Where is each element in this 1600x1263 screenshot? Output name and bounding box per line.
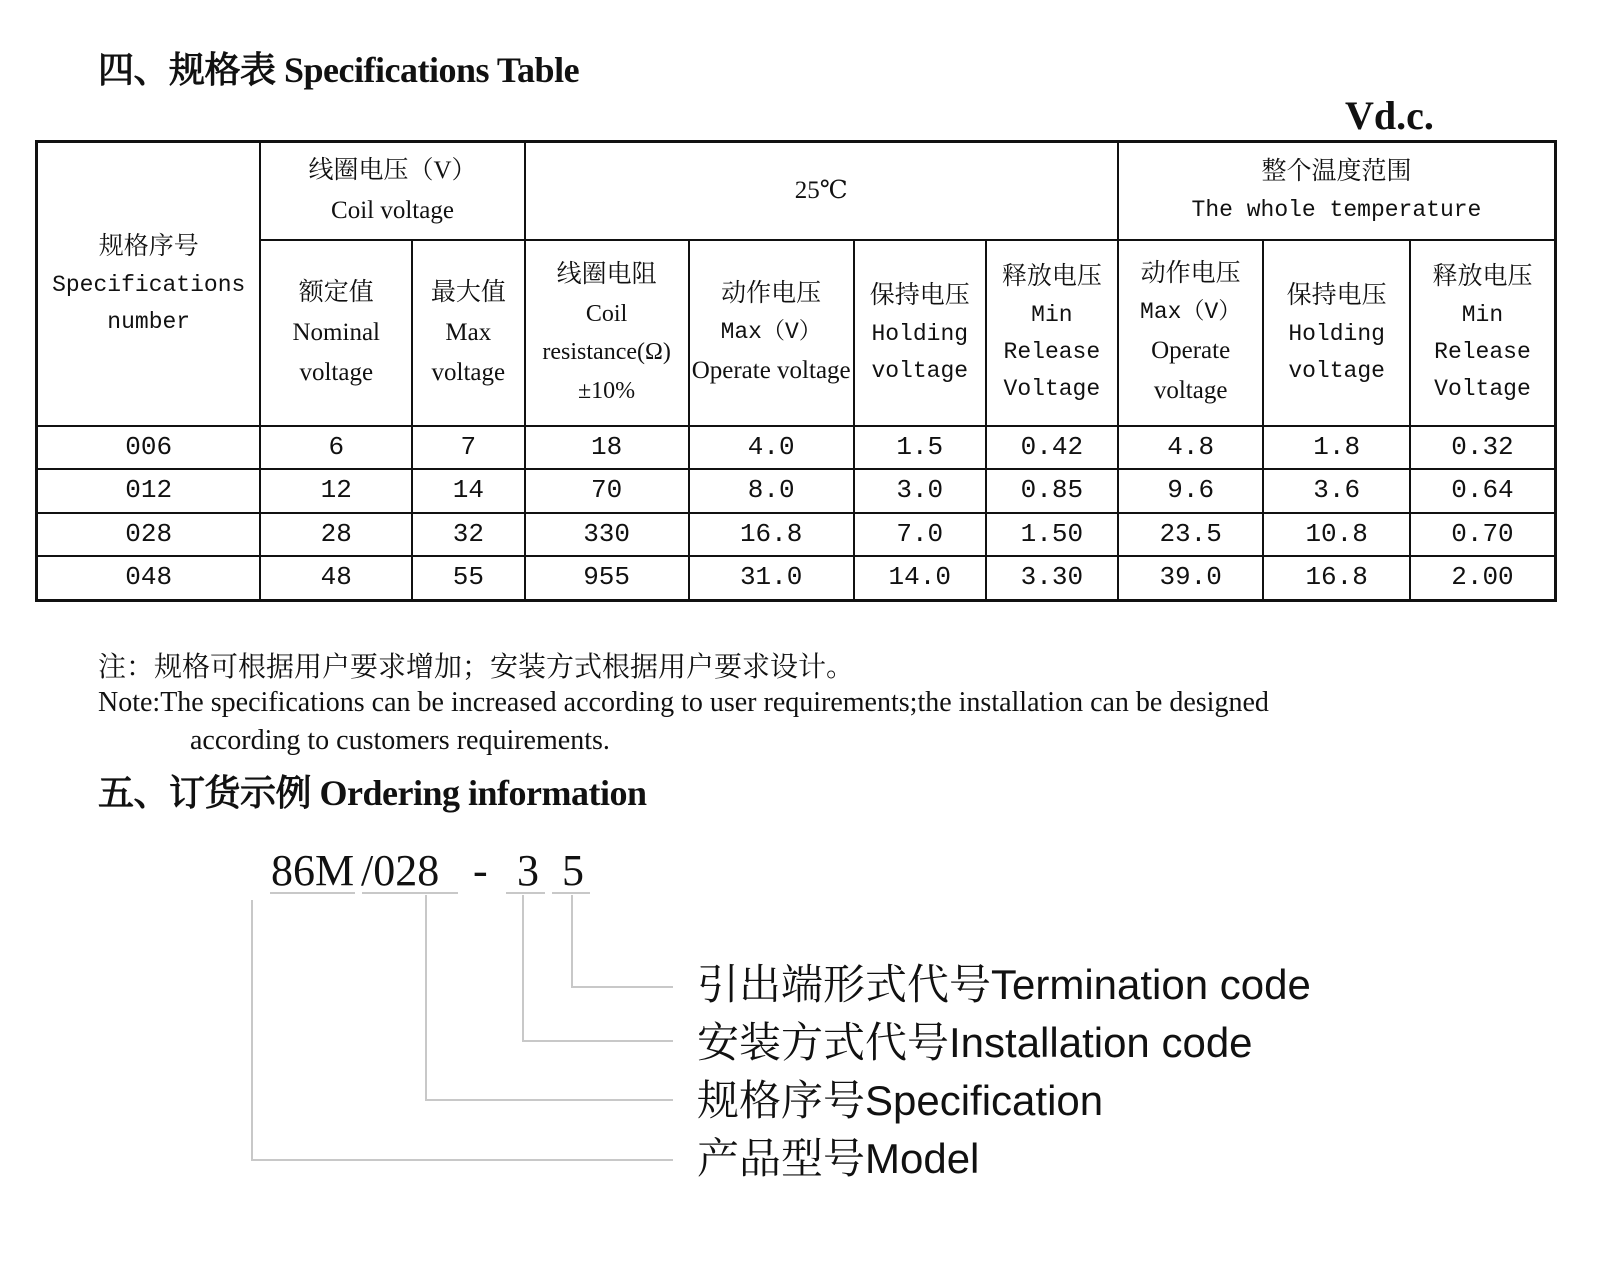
cell-holding-whole: 3.6	[1263, 469, 1410, 513]
legend-model: 产品型号Model	[697, 1135, 980, 1182]
cell-spec-number: 012	[37, 469, 261, 513]
section-title-ordering: 五、订货示例 Ordering information	[98, 773, 647, 813]
header-release-voltage-whole: 释放电压 Min Release Voltage	[1410, 240, 1556, 426]
section-title-specifications: 四、规格表 Specifications Table	[98, 50, 580, 90]
unit-label: Vd.c.	[1345, 93, 1434, 138]
header-max-voltage: 最大值 Max voltage	[412, 240, 524, 426]
cell-operate-25: 16.8	[689, 513, 854, 557]
note-english-line2: according to customers requirements.	[190, 725, 610, 756]
note-chinese: 注：规格可根据用户要求增加；安装方式根据用户要求设计。	[98, 652, 855, 683]
cell-operate-whole: 39.0	[1118, 556, 1263, 600]
cell-holding-25: 7.0	[854, 513, 986, 557]
cell-nominal: 6	[260, 426, 412, 470]
code-term: 5	[562, 846, 584, 895]
cell-spec-number: 006	[37, 426, 261, 470]
code-spec: /028	[361, 846, 440, 895]
note-english-line1: Note:The specifications can be increased according to user requirements;the installation can be designed	[98, 687, 1269, 718]
cell-nominal: 12	[260, 469, 412, 513]
cell-operate-whole: 23.5	[1118, 513, 1263, 557]
cell-max: 32	[412, 513, 524, 557]
cell-release-25: 0.42	[986, 426, 1118, 470]
cell-resistance: 955	[525, 556, 689, 600]
header-coil-voltage: 线圈电压（V） Coil voltage	[260, 142, 524, 240]
header-holding-voltage-whole: 保持电压 Holding voltage	[1263, 240, 1410, 426]
cell-nominal: 48	[260, 556, 412, 600]
cell-operate-25: 8.0	[689, 469, 854, 513]
cell-holding-whole: 1.8	[1263, 426, 1410, 470]
header-nominal-voltage: 额定值 Nominal voltage	[260, 240, 412, 426]
cell-nominal: 28	[260, 513, 412, 557]
code-model: 86M	[271, 846, 355, 895]
cell-release-whole: 0.64	[1410, 469, 1556, 513]
cell-release-whole: 0.70	[1410, 513, 1556, 557]
legend-specification: 规格序号Specification	[697, 1077, 1104, 1124]
cell-operate-25: 31.0	[689, 556, 854, 600]
legend-installation-code: 安装方式代号Installation code	[697, 1019, 1253, 1066]
cell-resistance: 70	[525, 469, 689, 513]
header-operate-voltage-whole: 动作电压 Max（V） Operate voltage	[1118, 240, 1263, 426]
header-whole-temperature: 整个温度范围 The whole temperature	[1118, 142, 1556, 240]
cell-operate-whole: 9.6	[1118, 469, 1263, 513]
header-operate-voltage-25: 动作电压 Max（V） Operate voltage	[689, 240, 854, 426]
cell-release-whole: 2.00	[1410, 556, 1556, 600]
cell-holding-25: 3.0	[854, 469, 986, 513]
cell-spec-number: 028	[37, 513, 261, 557]
cell-holding-25: 14.0	[854, 556, 986, 600]
cell-holding-whole: 16.8	[1263, 556, 1410, 600]
header-release-voltage-25: 释放电压 Min Release Voltage	[986, 240, 1118, 426]
cell-operate-whole: 4.8	[1118, 426, 1263, 470]
code-install: 3	[517, 846, 539, 895]
cell-release-25: 1.50	[986, 513, 1118, 557]
header-spec-number: 规格序号 Specifications number	[37, 142, 261, 426]
cell-max: 14	[412, 469, 524, 513]
cell-resistance: 330	[525, 513, 689, 557]
code-dash: -	[473, 846, 488, 895]
cell-release-25: 3.30	[986, 556, 1118, 600]
header-holding-voltage-25: 保持电压 Holding voltage	[854, 240, 986, 426]
cell-max: 55	[412, 556, 524, 600]
cell-resistance: 18	[525, 426, 689, 470]
header-coil-resistance: 线圈电阻 Coil resistance(Ω)±10%	[525, 240, 689, 426]
cell-spec-number: 048	[37, 556, 261, 600]
cell-holding-25: 1.5	[854, 426, 986, 470]
cell-max: 7	[412, 426, 524, 470]
legend-termination-code: 引出端形式代号Termination code	[697, 961, 1311, 1008]
cell-operate-25: 4.0	[689, 426, 854, 470]
cell-release-whole: 0.32	[1410, 426, 1556, 470]
header-25c: 25℃	[525, 142, 1118, 240]
cell-release-25: 0.85	[986, 469, 1118, 513]
cell-holding-whole: 10.8	[1263, 513, 1410, 557]
